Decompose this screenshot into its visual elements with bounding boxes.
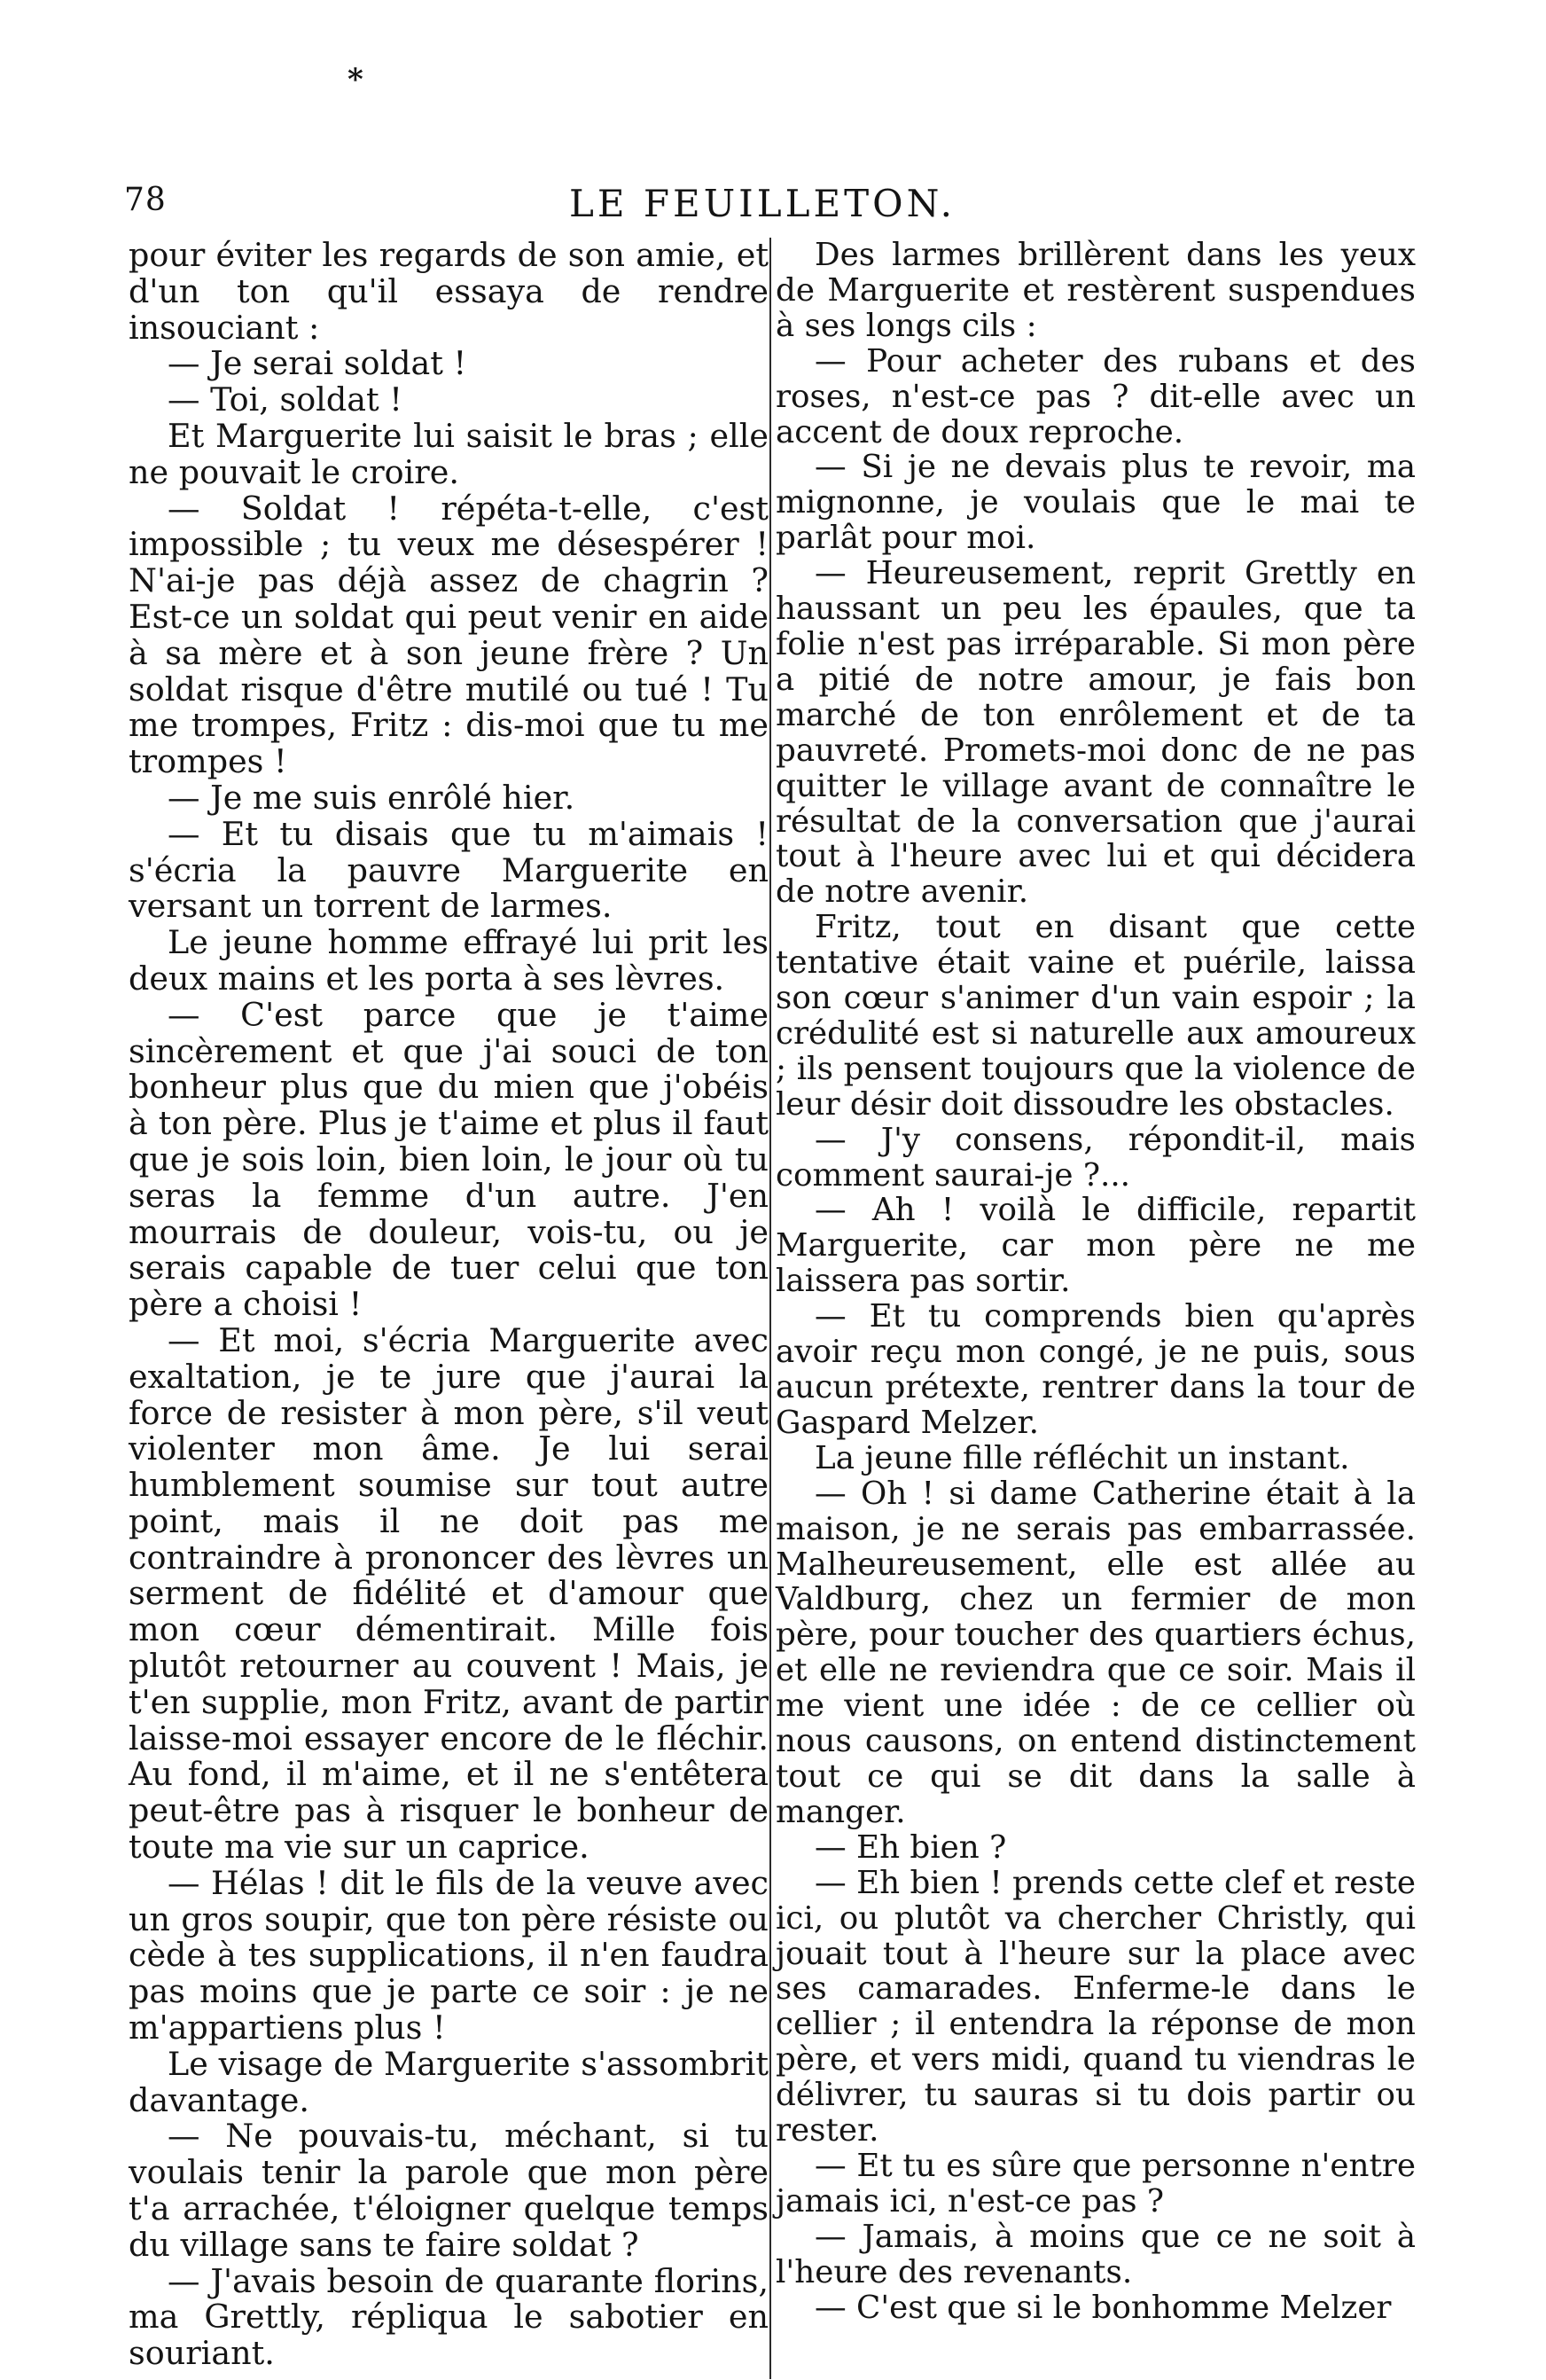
paragraph: — Ne pouvais-tu, méchant, si tu voulais tenir la parole que mon père t'a arrachée, t'éloigner quelque temps du village sans te faire soldat ? (129, 2117, 769, 2264)
paragraph: — Jamais, à moins que ce ne soit à l'heure des revenants. (776, 2218, 1416, 2290)
paragraph: La jeune fille réfléchit un instant. (815, 1439, 1350, 1476)
paragraph: — Toi, soldat ! (168, 380, 402, 419)
printer-mark: * (347, 62, 363, 98)
left-column (129, 238, 769, 2372)
paragraph: — Eh bien ! prends cette clef et reste ici, ou plutôt va chercher Christly, qui jouait tout à l'heure sur la place avec ses camarades. Enferme-le dans le cellier ; il entendra la réponse de mon père, et vers midi, quand tu viendras le délivrer, tu sauras si tu dois partir ou rester. (776, 1864, 1416, 2149)
paragraph: Le jeune homme effrayé lui prit les deux mains et les porta à ses lèvres. (129, 923, 769, 998)
paragraph: — Ah ! voilà le difficile, repartit Marguerite, car mon père ne me laissera pas sortir. (776, 1192, 1416, 1300)
paragraph: Des larmes brillèrent dans les yeux de Marguerite et restèrent suspendues à ses longs cils : (776, 237, 1416, 344)
paragraph: — Eh bien ? (815, 1828, 1007, 1866)
paragraph: pour éviter les regards de son amie, et d'un ton qu'il essaya de rendre insouciant : (129, 236, 769, 347)
paragraph: — Et tu es sûre que personne n'entre jamais ici, n'est-ce pas ? (776, 2147, 1416, 2220)
paragraph: Fritz, tout en disant que cette tentative était vaine et puérile, laissa son cœur s'animer d'un vain espoir ; la crédulité est si naturelle aux amoureux ; ils pensent toujours que la violence de leur désir doit dissoudre les obstacles. (776, 909, 1416, 1123)
paragraph: — C'est parce que je t'aime sincèrement et que j'ai souci de ton bonheur plus que du mien que j'obéis à ton père. Plus je t'aime et plus il faut que je sois loin, bien loin, le jour où tu seras la femme d'un autre. J'en mourrais de douleur, vois-tu, ou je serais capable de tuer celui que ton père a choisi ! (129, 995, 769, 1324)
paragraph: — Soldat ! répéta-t-elle, c'est impossible ; tu veux me désespérer ! N'ai-je pas déjà assez de chagrin ? Est-ce un soldat qui peut venir en aide à sa mère et à son jeune frère ? Un soldat risque d'être mutilé ou tué ! Tu me trompes, Fritz : dis-moi que tu me trompes ! (129, 489, 769, 781)
paragraph: — C'est que si le bonhomme Melzer (815, 2289, 1392, 2326)
paragraph: — Oh ! si dame Catherine était à la maison, je ne serais pas embarrassée. Malheureusement, elle est allée au Valdburg, chez un fermier de mon père, pour toucher des quartiers échus, et elle ne reviendra que ce soir. Mais il me vient une idée : de ce cellier où nous causons, on entend distinctement tout ce qui se dit dans la salle à manger. (776, 1475, 1416, 1830)
paragraph: — Je serai soldat ! (168, 344, 467, 383)
paragraph: Le visage de Marguerite s'assombrit davantage. (129, 2044, 769, 2119)
paragraph: — Et tu comprends bien qu'après avoir reçu mon congé, je ne puis, sous aucun prétexte, rentrer dans la tour de Gaspard Melzer. (776, 1298, 1416, 1441)
paragraph: — Pour acheter des rubans et des roses, n'est-ce pas ? dit-elle avec un accent de doux reproche. (776, 342, 1416, 450)
page-number: 78 (124, 182, 167, 218)
paragraph: — Et moi, s'écria Marguerite avec exaltation, je te jure que j'aurai la force de resister à mon père, s'il veut violenter mon âme. Je lui serai humblement soumise sur tout autre point, mais il ne doit pas me contraindre à prononcer des lèvres un serment de fidélité et d'amour que mon cœur démentirait. Mille fois plutôt retourner au couvent ! Mais, je t'en supplie, mon Fritz, avant de partir laisse-moi essayer encore de le fléchir. Au fond, il m'aime, et il ne s'entêtera peut-être pas à risquer le bonheur de toute ma vie sur un caprice. (129, 1320, 769, 1867)
paragraph: — J'avais besoin de quarante florins, ma Grettly, répliqua le sabotier en souriant. (129, 2261, 769, 2373)
right-column (776, 238, 1416, 2325)
paragraph: — Hélas ! dit le fils de la veuve avec un gros soupir, que ton père résiste ou cède à tes supplications, il n'en faudra pas moins que je parte ce soir : je ne m'appartiens plus ! (129, 1863, 769, 2047)
paragraph: — Et tu disais que tu m'aimais ! s'écria la pauvre Marguerite en versant un torrent de larmes. (129, 814, 769, 926)
paragraph: — Je me suis enrôlé hier. (168, 778, 575, 817)
paragraph: — Si je ne devais plus te revoir, ma mignonne, je voulais que le mai te parlât pour moi. (776, 449, 1416, 557)
paragraph: Et Marguerite lui saisit le bras ; elle ne pouvait le croire. (129, 416, 769, 491)
running-title: LE FEUILLETON. (569, 182, 956, 225)
page-header (124, 182, 1401, 231)
column-divider (769, 238, 771, 2379)
paragraph: — Heureusement, reprit Grettly en haussant un peu les épaules, que ta folie n'est pas irréparable. Si mon père a pitié de notre amour, je fais bon marché de ton enrôlement et de ta pauvreté. Promets-moi donc de ne pas quitter le village avant de connaître le résultat de la conversation que j'aurai tout à l'heure avec lui et qui décidera de notre avenir. (776, 555, 1416, 911)
paragraph: — J'y consens, répondit-il, mais comment saurai-je ?... (776, 1121, 1416, 1194)
